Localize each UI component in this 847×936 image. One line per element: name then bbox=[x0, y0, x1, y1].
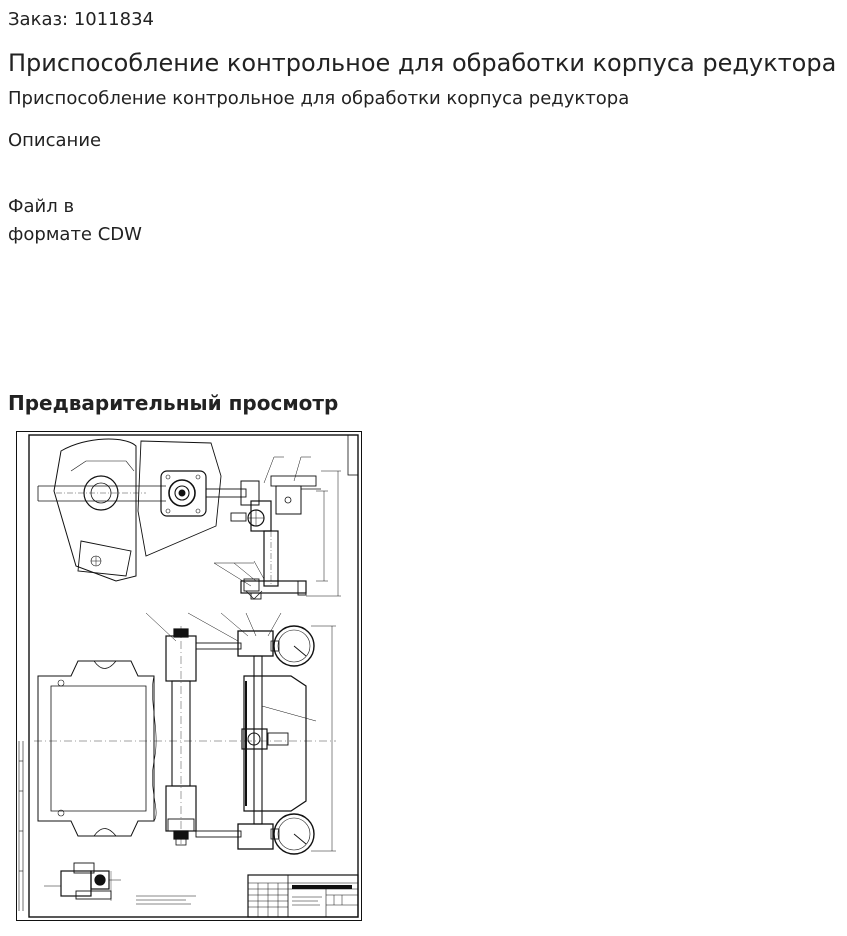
drawing-preview-image bbox=[16, 431, 362, 921]
file-format-line2: формате CDW bbox=[8, 224, 142, 245]
preview-heading: Предварительный просмотр bbox=[8, 391, 339, 415]
order-number: Заказ: 1011834 bbox=[8, 9, 154, 30]
file-format-line1: Файл в bbox=[8, 196, 75, 217]
product-subtitle: Приспособление контрольное для обработки корпуса редуктора bbox=[8, 88, 630, 109]
page-title: Приспособление контрольное для обработки корпуса редуктора bbox=[8, 49, 837, 77]
description-label: Описание bbox=[8, 130, 102, 151]
file-format-info bbox=[8, 193, 178, 249]
